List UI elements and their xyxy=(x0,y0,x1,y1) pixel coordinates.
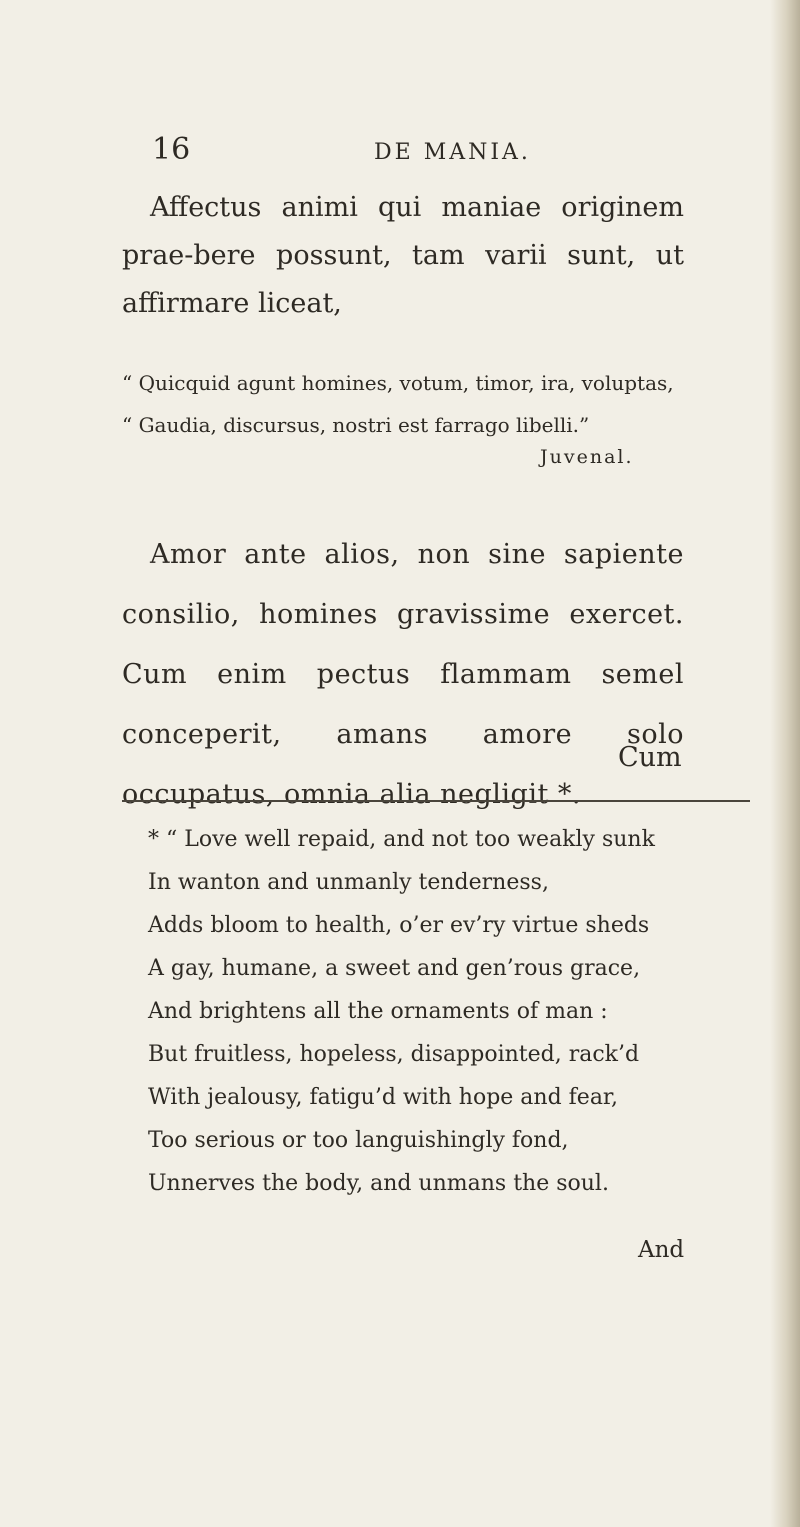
footnote-line: * “ Love well repaid, and not too weakly sunk xyxy=(148,827,655,852)
paragraph-2: Amor ante alios, non sine sapiente consilio, homines gravissime exercet. Cum enim pectus flammam semel conceperit, amans amore solo occupatus, omnia alia negligit *. xyxy=(122,539,684,810)
footnote-line: A gay, humane, a sweet and gen’rous grace, xyxy=(148,956,641,981)
footnote-line: In wanton and unmanly tenderness, xyxy=(148,870,549,895)
quote-line-1: “ Quicquid agunt homines, votum, timor, ira, voluptas, xyxy=(122,371,674,395)
footnote-line: But fruitless, hopeless, disappointed, rack’d xyxy=(148,1042,640,1067)
footnote-line: With jealousy, fatigu’d with hope and fear, xyxy=(148,1085,619,1110)
footnote-line: Unnerves the body, and unmans the soul. xyxy=(148,1171,609,1196)
footnote-rule xyxy=(122,800,750,802)
footnote-line: Too serious or too languishingly fond, xyxy=(148,1128,569,1153)
page-header xyxy=(152,132,672,172)
verse-quotation xyxy=(122,362,722,446)
running-head: DE MANIA. xyxy=(374,140,531,165)
footnote-line: And brightens all the ornaments of man : xyxy=(148,999,608,1024)
catchword: Cum xyxy=(618,742,682,773)
paragraph-1: Affectus animi qui maniae originem prae-bere possunt, tam varii sunt, ut affirmare liceat, xyxy=(122,192,684,319)
footnote-line: Adds bloom to health, o’er ev’ry virtue sheds xyxy=(148,913,650,938)
footnote xyxy=(148,818,768,1205)
quote-attribution: Juvenal. xyxy=(540,446,634,468)
quote-line-2: “ Gaudia, discursus, nostri est farrago libelli.” xyxy=(122,413,590,437)
page-number: 16 xyxy=(152,132,191,167)
page-edge-shadow xyxy=(770,0,800,1527)
footnote-catchword: And xyxy=(638,1237,685,1263)
